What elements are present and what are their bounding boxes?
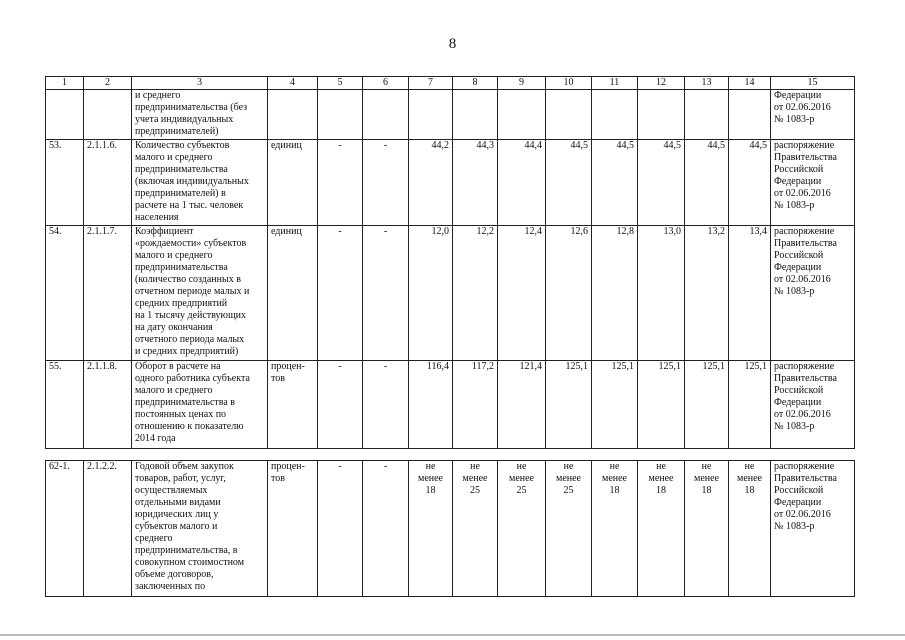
source-cell: распоряжение Правительства Российской Федерации от 02.06.2016 № 1083-р [771,140,855,226]
value-cell: не менее 18 [592,461,638,597]
value-cell: 125,1 [685,361,729,449]
table-row [46,140,855,226]
unit-cell: единиц [268,140,318,226]
value-cell: 125,1 [638,361,685,449]
table-row [46,90,855,140]
indicator-name: Оборот в расчете на одного работника субъекта малого и среднего предпринимательства в постоянных ценах по отношению к показателю 2014 года [132,361,268,449]
col5-cell: - [318,140,363,226]
col5-cell: - [318,226,363,361]
indicator-name: и среднего предпринимательства (без учета индивидуальных предпринимателей) [132,90,268,140]
row-code [84,90,132,140]
value-cell: 12,0 [409,226,453,361]
row-code: 2.1.1.7. [84,226,132,361]
value-cell: 13,0 [638,226,685,361]
unit-cell [268,90,318,140]
table-row [46,361,855,449]
value-cell: 13,4 [729,226,771,361]
value-cell: не менее 18 [685,461,729,597]
value-cell [498,90,546,140]
value-cell: 125,1 [729,361,771,449]
row-code: 2.1.1.6. [84,140,132,226]
value-cell: 12,6 [546,226,592,361]
row-code: 2.1.2.2. [84,461,132,597]
unit-cell: процен- тов [268,461,318,597]
table-header-row [46,77,855,90]
header-cell: 11 [592,77,638,90]
value-cell: не менее 18 [638,461,685,597]
header-cell: 13 [685,77,729,90]
col6-cell: - [363,361,409,449]
value-cell: 125,1 [592,361,638,449]
value-cell: 117,2 [453,361,498,449]
table-row [46,226,855,361]
value-cell: 44,5 [592,140,638,226]
value-cell: 12,8 [592,226,638,361]
header-cell: 5 [318,77,363,90]
header-cell: 8 [453,77,498,90]
header-cell: 6 [363,77,409,90]
value-cell [592,90,638,140]
row-code: 2.1.1.8. [84,361,132,449]
value-cell: не менее 25 [453,461,498,597]
source-cell: распоряжение Правительства Российской Федерации от 02.06.2016 № 1083-р [771,361,855,449]
col6-cell [363,90,409,140]
header-cell: 1 [46,77,84,90]
row-number: 54. [46,226,84,361]
row-number: 62-1. [46,461,84,597]
col5-cell: - [318,461,363,597]
row-number: 53. [46,140,84,226]
col6-cell: - [363,461,409,597]
unit-cell: единиц [268,226,318,361]
header-cell: 7 [409,77,453,90]
value-cell: 44,5 [638,140,685,226]
value-cell: 116,4 [409,361,453,449]
value-cell [729,90,771,140]
row-number [46,90,84,140]
source-cell: Федерации от 02.06.2016 № 1083-р [771,90,855,140]
value-cell [638,90,685,140]
col6-cell: - [363,226,409,361]
indicator-name: Количество субъектов малого и среднего предпринимательства (включая индивидуальных предпринимателей) в расчете на 1 тыс. человек населения [132,140,268,226]
row-number: 55. [46,361,84,449]
value-cell: не менее 18 [409,461,453,597]
header-cell: 12 [638,77,685,90]
value-cell: 12,4 [498,226,546,361]
value-cell: не менее 25 [498,461,546,597]
main-table [45,76,855,449]
header-cell: 4 [268,77,318,90]
page-number: 8 [448,36,457,52]
source-cell: распоряжение Правительства Российской Федерации от 02.06.2016 № 1083-р [771,461,855,597]
value-cell: 121,4 [498,361,546,449]
value-cell: 44,4 [498,140,546,226]
indicator-name: Коэффициент «рождаемости» субъектов малого и среднего предпринимательства (количество созданных в отчетном периоде малых и средних предприятий на 1 тысячу действующих на дату окончания отчетного периода малых и средних предприятий) [132,226,268,361]
header-cell: 9 [498,77,546,90]
header-cell: 10 [546,77,592,90]
value-cell: 44,5 [729,140,771,226]
header-cell: 2 [84,77,132,90]
unit-cell: процен- тов [268,361,318,449]
col5-cell: - [318,361,363,449]
value-cell: 44,5 [685,140,729,226]
continuation-table [45,460,855,597]
value-cell: 13,2 [685,226,729,361]
header-cell: 3 [132,77,268,90]
header-cell: 14 [729,77,771,90]
indicator-name: Годовой объем закупок товаров, работ, услуг, осуществляемых отдельными видами юридических лиц у субъектов малого и среднего предпринимательства, в совокупном стоимостном объеме договоров, заключенных по [132,461,268,597]
col6-cell: - [363,140,409,226]
value-cell: 125,1 [546,361,592,449]
table-row [46,461,855,597]
value-cell [453,90,498,140]
value-cell: не менее 25 [546,461,592,597]
value-cell: не менее 18 [729,461,771,597]
col5-cell [318,90,363,140]
page-bottom-edge [0,634,905,636]
value-cell: 44,3 [453,140,498,226]
value-cell [546,90,592,140]
value-cell [685,90,729,140]
value-cell: 44,2 [409,140,453,226]
value-cell: 12,2 [453,226,498,361]
source-cell: распоряжение Правительства Российской Федерации от 02.06.2016 № 1083-р [771,226,855,361]
header-cell: 15 [771,77,855,90]
value-cell: 44,5 [546,140,592,226]
value-cell [409,90,453,140]
